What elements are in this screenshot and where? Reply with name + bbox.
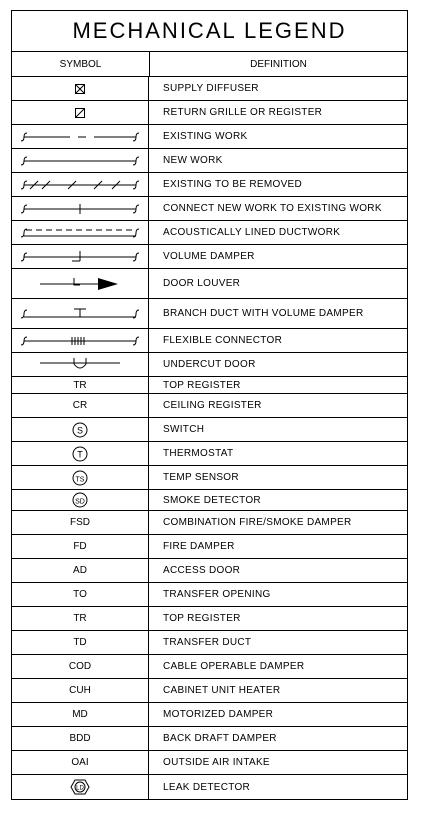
- symbol-abbreviation: FD: [73, 541, 87, 552]
- definition-cell: DOOR LOUVER: [163, 278, 241, 289]
- existing-work-line-icon: [20, 130, 140, 144]
- symbol-cell: [12, 299, 149, 328]
- legend-rows: [12, 77, 407, 799]
- definition-cell: MOTORIZED DAMPER: [163, 709, 274, 720]
- legend-row: [12, 299, 407, 329]
- legend-row: [12, 125, 407, 149]
- undercut-door-icon: [40, 358, 120, 372]
- connect-work-line-icon: [20, 202, 140, 216]
- definition-cell: FLEXIBLE CONNECTOR: [163, 335, 283, 346]
- new-work-line-icon: [20, 154, 140, 168]
- symbol-cell: [12, 418, 149, 441]
- definition-cell: TOP REGISTER: [163, 379, 241, 391]
- definition-cell: TRANSFER OPENING: [163, 589, 271, 600]
- legend-row: [12, 442, 407, 466]
- symbol-abbreviation: TD: [73, 637, 87, 648]
- symbol-cell: [12, 607, 149, 630]
- symbol-cell: [12, 679, 149, 702]
- symbol-cell: [12, 583, 149, 606]
- legend-row: [12, 559, 407, 583]
- symbol-cell: [12, 631, 149, 654]
- definition-cell: BACK DRAFT DAMPER: [163, 733, 277, 744]
- symbol-abbreviation: MD: [72, 709, 88, 720]
- symbol-abbreviation: TO: [73, 589, 87, 600]
- mechanical-legend-table: [11, 10, 408, 800]
- legend-row: [12, 101, 407, 125]
- definition-cell: RETURN GRILLE OR REGISTER: [163, 107, 323, 118]
- symbol-cell: [12, 511, 149, 534]
- definition-cell: CABINET UNIT HEATER: [163, 685, 281, 696]
- symbol-cell: [12, 173, 149, 196]
- symbol-column-header: SYMBOL: [12, 52, 150, 76]
- circled-symbol-icon: [71, 421, 89, 439]
- symbol-cell: [12, 394, 149, 417]
- symbol-cell: [12, 77, 149, 100]
- legend-row: [12, 173, 407, 197]
- circled-symbol-icon: [71, 469, 89, 487]
- branch-duct-damper-icon: [20, 307, 140, 321]
- return-grille-icon: [75, 108, 85, 118]
- symbol-cell: [12, 125, 149, 148]
- legend-row: [12, 631, 407, 655]
- legend-row: [12, 418, 407, 442]
- definition-cell: NEW WORK: [163, 155, 223, 166]
- definition-cell: ACCESS DOOR: [163, 565, 241, 576]
- legend-row: [12, 703, 407, 727]
- circled-symbol-text: SD: [75, 498, 85, 506]
- symbol-cell: [12, 535, 149, 558]
- legend-row: [12, 583, 407, 607]
- lined-ductwork-icon: [20, 226, 140, 240]
- legend-row: [12, 329, 407, 353]
- legend-row: [12, 727, 407, 751]
- flexible-connector-icon: [20, 334, 140, 348]
- legend-row: [12, 511, 407, 535]
- symbol-cell: [12, 490, 149, 510]
- legend-row: [12, 149, 407, 173]
- legend-row: [12, 353, 407, 377]
- legend-row: [12, 377, 407, 394]
- symbol-cell: [12, 269, 149, 298]
- legend-row: [12, 775, 407, 799]
- hexagon-symbol-text: LD: [76, 785, 84, 792]
- legend-title: MECHANICAL LEGEND: [12, 11, 407, 52]
- legend-row: [12, 245, 407, 269]
- legend-row: [12, 535, 407, 559]
- symbol-cell: [12, 466, 149, 489]
- hexagon-symbol-icon: [70, 779, 90, 795]
- legend-row: [12, 221, 407, 245]
- symbol-cell: [12, 442, 149, 465]
- legend-row: [12, 197, 407, 221]
- legend-row: [12, 607, 407, 631]
- symbol-cell: [12, 245, 149, 268]
- definition-cell: THERMOSTAT: [163, 448, 234, 459]
- definition-cell: EXISTING TO BE REMOVED: [163, 179, 303, 190]
- symbol-cell: [12, 353, 149, 376]
- definition-cell: VOLUME DAMPER: [163, 251, 255, 262]
- legend-row: [12, 269, 407, 299]
- symbol-cell: [12, 221, 149, 244]
- volume-damper-icon: [20, 250, 140, 264]
- symbol-cell: [12, 377, 149, 393]
- definition-cell: TEMP SENSOR: [163, 472, 239, 483]
- circled-symbol-text: T: [77, 449, 83, 459]
- symbol-cell: [12, 329, 149, 352]
- definition-cell: LEAK DETECTOR: [163, 781, 251, 793]
- symbol-cell: [12, 727, 149, 750]
- legend-row: [12, 394, 407, 418]
- symbol-abbreviation: TR: [73, 613, 87, 624]
- symbol-abbreviation: TR: [73, 379, 87, 391]
- symbol-abbreviation: CUH: [69, 685, 91, 696]
- symbol-cell: [12, 149, 149, 172]
- circled-symbol-icon: [71, 491, 89, 509]
- symbol-cell: [12, 775, 149, 799]
- symbol-cell: [12, 751, 149, 774]
- legend-row: [12, 679, 407, 703]
- definition-cell: SUPPLY DIFFUSER: [163, 83, 259, 94]
- door-louver-icon: [40, 277, 120, 291]
- symbol-cell: [12, 101, 149, 124]
- symbol-abbreviation: CR: [72, 400, 88, 411]
- definition-cell: UNDERCUT DOOR: [163, 359, 256, 370]
- symbol-abbreviation: BDD: [69, 733, 91, 744]
- symbol-abbreviation: COD: [68, 661, 92, 672]
- circled-symbol-text: TS: [75, 476, 85, 483]
- legend-row: [12, 77, 407, 101]
- definition-cell: COMBINATION FIRE/SMOKE DAMPER: [163, 517, 352, 528]
- to-be-removed-line-icon: [20, 178, 140, 192]
- definition-column-header: DEFINITION: [250, 58, 307, 70]
- header-row: [12, 52, 407, 77]
- definition-cell: OUTSIDE AIR INTAKE: [163, 757, 270, 768]
- symbol-abbreviation: FSD: [70, 517, 90, 528]
- definition-cell: CEILING REGISTER: [163, 400, 262, 411]
- symbol-abbreviation: OAI: [71, 757, 89, 768]
- circled-symbol-icon: [71, 445, 89, 463]
- symbol-cell: [12, 703, 149, 726]
- legend-row: [12, 751, 407, 775]
- definition-cell: TRANSFER DUCT: [163, 637, 252, 648]
- definition-cell: SWITCH: [163, 424, 205, 435]
- definition-cell: BRANCH DUCT WITH VOLUME DAMPER: [163, 308, 364, 319]
- symbol-cell: [12, 197, 149, 220]
- definition-cell: CONNECT NEW WORK TO EXISTING WORK: [163, 203, 382, 214]
- definition-cell: ACOUSTICALLY LINED DUCTWORK: [163, 227, 341, 238]
- definition-cell: CABLE OPERABLE DAMPER: [163, 661, 305, 672]
- definition-cell: FIRE DAMPER: [163, 541, 235, 552]
- circled-symbol-text: S: [76, 425, 84, 435]
- supply-diffuser-icon: [75, 84, 85, 94]
- symbol-abbreviation: AD: [73, 565, 87, 576]
- definition-cell: EXISTING WORK: [163, 131, 248, 142]
- legend-row: [12, 490, 407, 511]
- legend-row: [12, 466, 407, 490]
- symbol-cell: [12, 655, 149, 678]
- definition-cell: SMOKE DETECTOR: [163, 494, 261, 506]
- legend-row: [12, 655, 407, 679]
- symbol-cell: [12, 559, 149, 582]
- definition-cell: TOP REGISTER: [163, 613, 241, 624]
